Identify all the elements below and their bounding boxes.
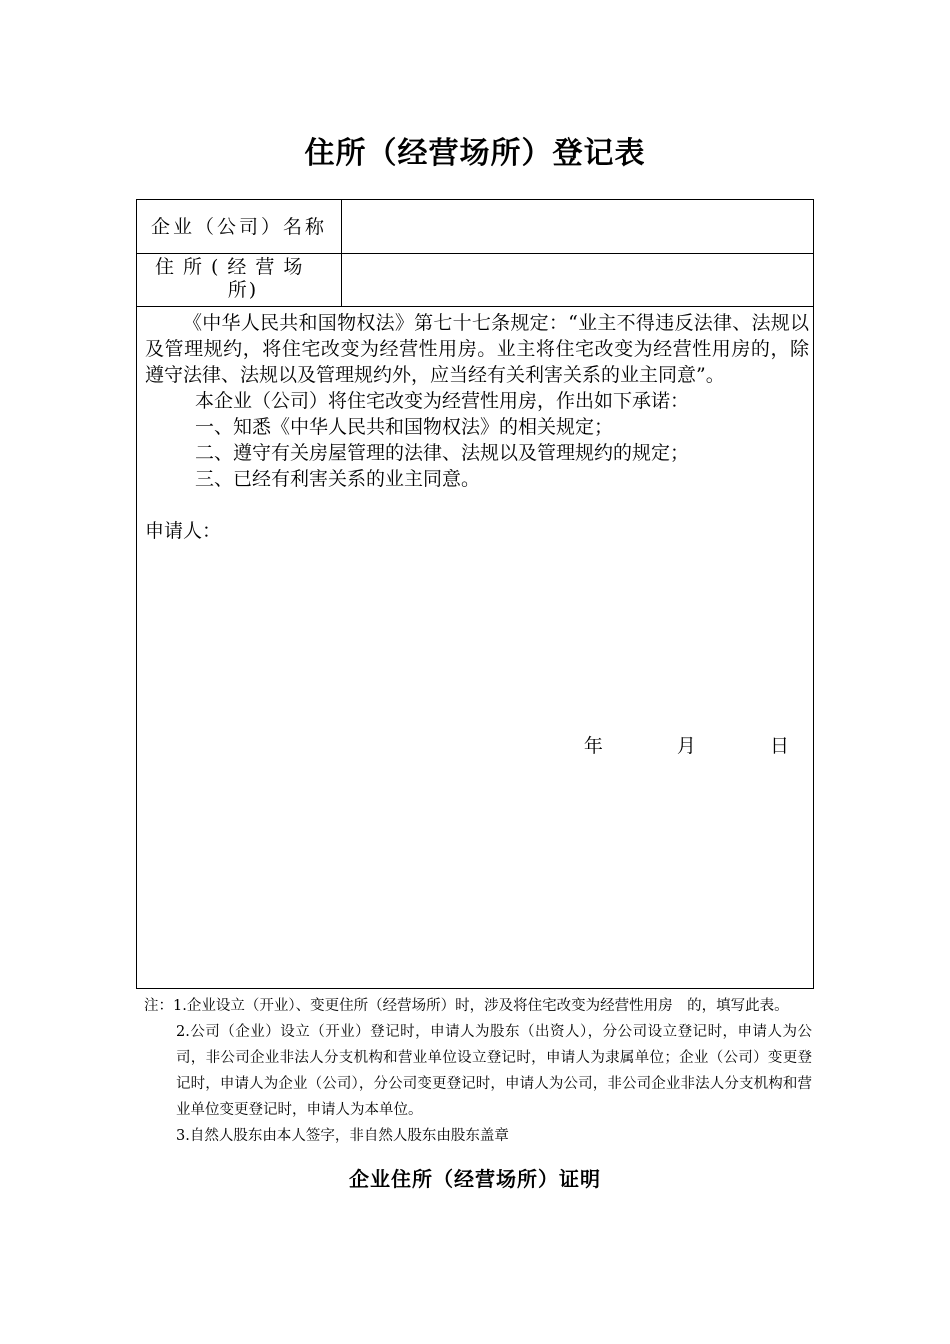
company-name-field[interactable] — [342, 200, 813, 253]
date-month-label: 月 — [676, 735, 696, 757]
commitment-item: 三、已经有利害关系的业主同意。 — [195, 468, 481, 490]
date-day-label: 日 — [769, 735, 789, 757]
company-name-row — [137, 200, 813, 254]
address-label-line2: 所) — [227, 279, 259, 301]
law-quote: 《中华人民共和国物权法》第七十七条规定：“业主不得违反法律、法规以及管理规约，将住宅改变为经营性用房。业主将住宅改变为经营性用房的，除遵守法律、法规以及管理规约外，应当经有关利害关系的业主同意”。 — [145, 312, 809, 386]
commitment-section — [145, 310, 809, 544]
address-label-line1: 住所(经营场 — [155, 256, 312, 278]
applicant-label: 申请人： — [145, 520, 222, 542]
date-year-label: 年 — [583, 735, 603, 757]
registration-form — [136, 199, 814, 989]
form-notes — [144, 993, 812, 1149]
note-item: 注：1.企业设立（开业）、变更住所（经营场所）时，涉及将住宅改变为经营性用房 的，填写此表。 — [144, 998, 789, 1014]
commitment-intro: 本企业（公司）将住宅改变为经营性用房，作出如下承诺： — [195, 390, 690, 412]
commitment-item: 二、遵守有关房屋管理的法律、法规以及管理规约的规定； — [195, 442, 690, 464]
page-title: 住所（经营场所）登记表 — [304, 136, 646, 171]
note-item: 3.自然人股东由本人签字，非自然人股东由股东盖章 — [176, 1128, 509, 1144]
address-row — [137, 254, 813, 307]
section-title: 企业住所（经营场所）证明 — [349, 1167, 601, 1191]
address-label — [137, 254, 342, 306]
company-name-label: 企业（公司）名称 — [137, 200, 342, 253]
note-item: 2.公司（企业）设立（开业）登记时，申请人为股东（出资人），分公司设立登记时，申请人为公司，非公司企业非法人分支机构和营业单位设立登记时，申请人为隶属单位；企业（公司）变更登记时，申请人为企业（公司），分公司变更登记时，申请人为公司，非公司企业非法人分支机构和营业单位变更登记时，申请人为本单位。 — [176, 1024, 812, 1118]
signature-date — [584, 731, 789, 758]
commitment-item: 一、知悉《中华人民共和国物权法》的相关规定； — [195, 416, 614, 438]
address-field[interactable] — [342, 254, 813, 306]
